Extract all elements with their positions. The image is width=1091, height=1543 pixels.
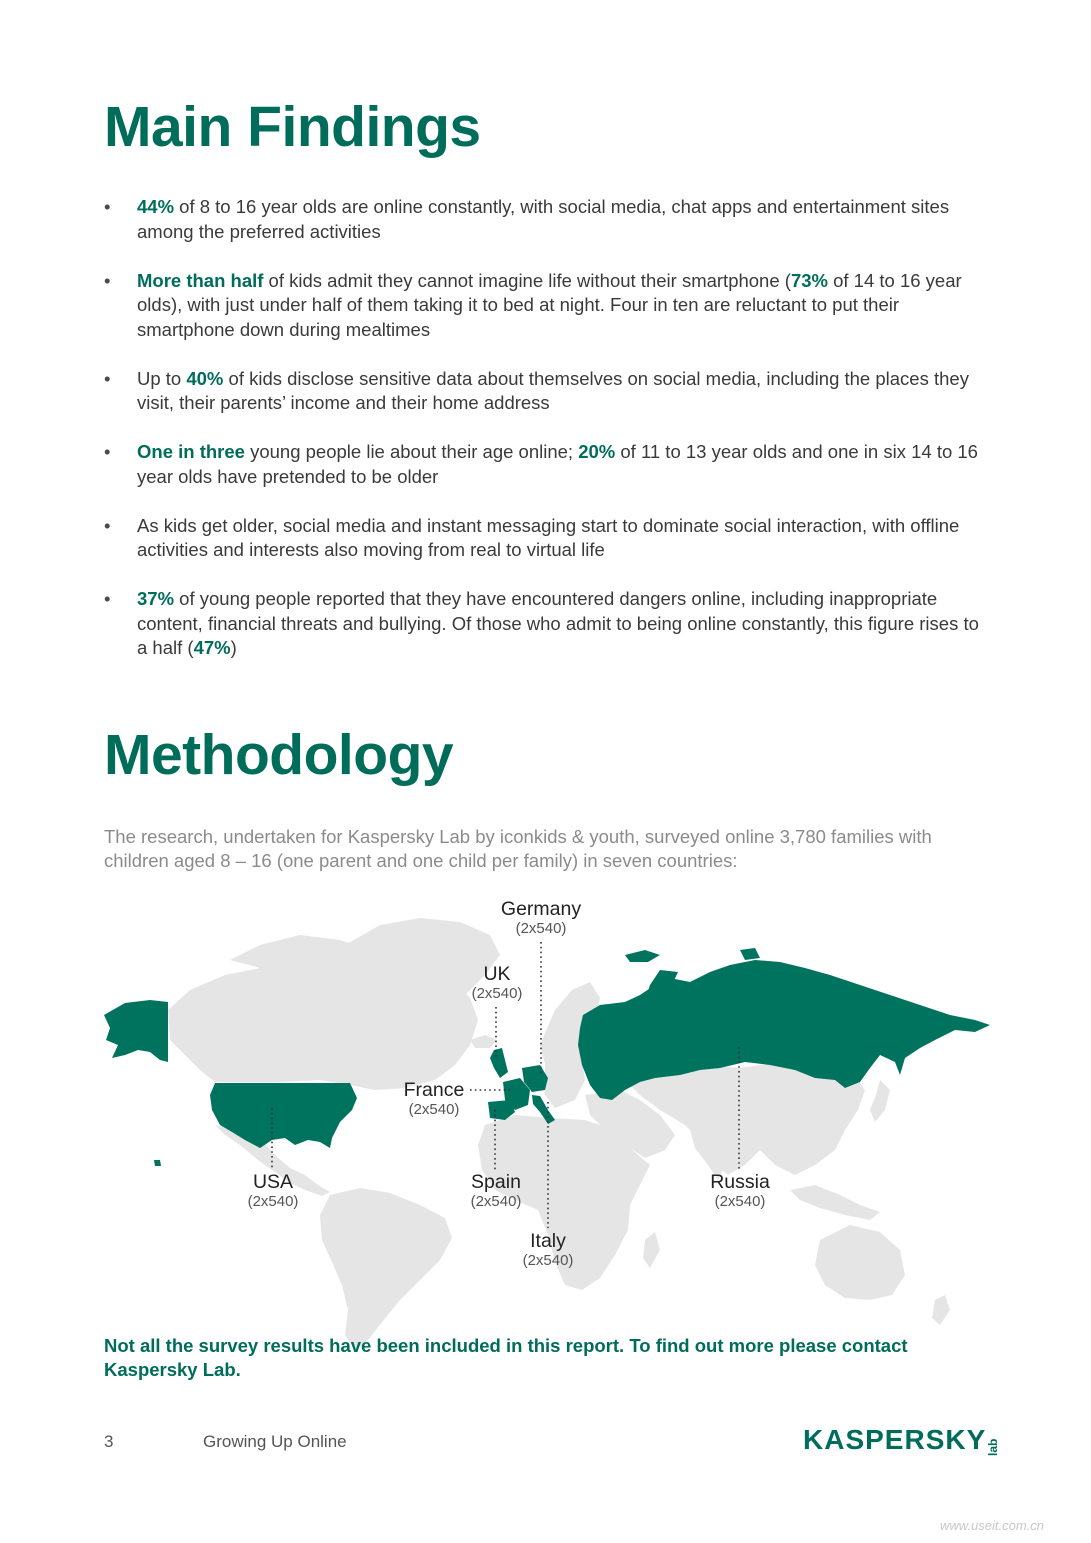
finding-text: As kids get older, social media and instant messaging start to dominate social interaction, with offline activities and interests also moving from real to virtual life (137, 514, 960, 560)
country-count-france: (2x540) (408, 1101, 460, 1118)
country-label-italy (523, 1230, 574, 1270)
page-number: 3 (104, 1432, 114, 1451)
finding-text: of 11 to 13 year olds and one in six 14 to 16 year olds have pretended to be older (137, 441, 978, 487)
country-count-spain: (2x540) (470, 1193, 522, 1210)
country-label-usa (248, 1171, 299, 1211)
land-south-america (320, 1188, 452, 1350)
land-japan (870, 1080, 890, 1122)
main-findings-title: Main Findings (104, 95, 481, 159)
land-alaska (104, 1000, 168, 1062)
land-uk (490, 1048, 508, 1078)
finding-text: Up to (137, 367, 187, 389)
methodology-title: Methodology (104, 723, 454, 787)
country-count-italy: (2x540) (522, 1252, 574, 1269)
country-label-russia (710, 1171, 770, 1211)
country-label-uk (472, 963, 523, 1003)
country-name-france: France (403, 1079, 465, 1101)
kaspersky-logo (803, 1424, 1018, 1456)
finding-highlight: 37% (137, 588, 175, 609)
land-hawaii (154, 1160, 161, 1166)
country-name-italy: Italy (530, 1230, 566, 1252)
country-label-spain (471, 1171, 522, 1211)
country-count-usa: (2x540) (247, 1193, 299, 1210)
land-madagascar (643, 1232, 660, 1268)
country-name-usa: USA (252, 1171, 294, 1193)
country-label-germany (501, 898, 581, 938)
finding-highlight: 44% (137, 196, 175, 217)
country-label-france (404, 1079, 465, 1119)
contact-note: Not all the survey results have been included in this report. To find out more please contact Kaspersky Lab. (104, 1335, 908, 1380)
land-southeast-asia (790, 1185, 880, 1220)
land-australia (815, 1225, 905, 1300)
finding-text: ) (230, 637, 237, 658)
methodology-intro: The research, undertaken for Kaspersky Lab by iconkids & youth, surveyed online 3,780 families with children aged 8 – 16 (one parent and one child per family) in seven countries: (104, 826, 932, 871)
finding-text: of kids disclose sensitive data about themselves on social media, including the places they visit, their parents’ income and their home address (137, 367, 969, 413)
logo-text: KASPERSKY (803, 1424, 987, 1455)
country-name-spain: Spain (471, 1171, 521, 1193)
document-title: Growing Up Online (203, 1432, 347, 1451)
land-iceland (470, 1035, 497, 1048)
country-name-germany: Germany (500, 898, 582, 920)
finding-text: of young people reported that they have encountered dangers online, including inappropriate content, financial threats and bullying. Of those who admit to being online constantly, this figure rises to a half ( (137, 588, 979, 658)
finding-highlight: 73% (790, 269, 828, 291)
finding-text: young people lie about their age online; (244, 441, 579, 462)
country-count-uk: (2x540) (471, 985, 523, 1002)
logo-suffix: lab (986, 1438, 1001, 1456)
finding-text: of 8 to 16 year olds are online constantly, with social media, chat apps and entertainment sites among the preferred activities (137, 196, 950, 242)
country-name-russia: Russia (710, 1171, 770, 1193)
finding-highlight: 40% (186, 367, 224, 389)
land-new-zealand (932, 1295, 950, 1325)
country-count-russia: (2x540) (714, 1193, 766, 1210)
finding-highlight: More than half (137, 269, 264, 291)
finding-highlight: One in three (137, 441, 245, 462)
finding-highlight: 47% (193, 637, 231, 658)
watermark: www.useit.com.cn (940, 1518, 1045, 1533)
finding-text: of 14 to 16 year olds), with just under half of them taking it to bed at night. Four in ten are reluctant to put their smartphone down during mealtimes (137, 269, 962, 340)
country-count-germany: (2x540) (515, 920, 567, 937)
finding-highlight: 20% (578, 441, 616, 462)
finding-text: of kids admit they cannot imagine life without their smartphone ( (263, 269, 791, 291)
country-name-uk: UK (483, 963, 511, 985)
land-europe-east (545, 1045, 585, 1108)
